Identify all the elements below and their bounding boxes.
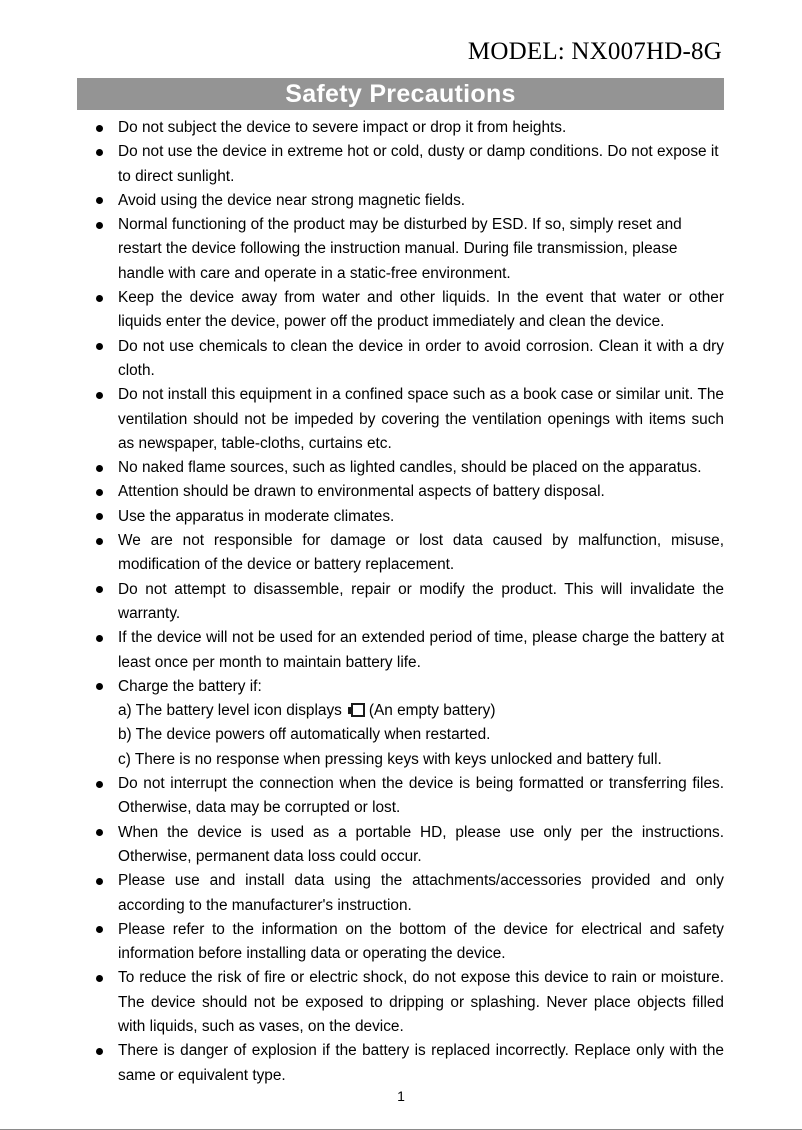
section-title-bar — [77, 78, 724, 110]
bullet-icon — [96, 683, 103, 690]
precaution-item-charge-battery — [96, 675, 724, 699]
bullet-icon — [96, 392, 103, 399]
precaution-item — [96, 213, 724, 286]
bullet-icon — [96, 1048, 103, 1055]
precaution-item — [96, 456, 724, 480]
precaution-item — [96, 772, 724, 821]
precaution-text: Do not attempt to disassemble, repair or modify the product. This will invalidate the warranty. — [118, 580, 724, 622]
precaution-text: Do not interrupt the connection when the device is being formatted or transferring files. Otherwise, data may be corrupted or lost. — [118, 775, 724, 817]
sub-item-a-text-before: a) The battery level icon displays — [118, 702, 342, 720]
empty-battery-icon — [348, 703, 365, 717]
precaution-item — [96, 189, 724, 213]
precaution-item — [96, 286, 724, 335]
bullet-icon — [96, 125, 103, 132]
precaution-text: If the device will not be used for an extended period of time, please charge the battery at least once per month to maintain battery life. — [118, 629, 724, 671]
precaution-text: Please refer to the information on the bottom of the device for electrical and safety information before installing data or operating the device. — [118, 920, 724, 963]
bullet-icon — [96, 513, 103, 520]
bullet-icon — [96, 926, 103, 933]
bullet-icon — [96, 465, 103, 472]
model-line: MODEL: NX007HD-8G — [467, 38, 722, 65]
charge-battery-sub-item-b-text: b) The device powers off automatically when restarted. — [118, 726, 491, 744]
precaution-text: No naked flame sources, such as lighted candles, should be placed on the apparatus. — [118, 459, 702, 477]
bullet-icon — [96, 489, 103, 496]
precaution-item — [96, 869, 724, 918]
precaution-text: Normal functioning of the product may be disturbed by ESD. If so, simply reset and restart the device following the instruction manual. During file transmission, please handle with care and operate in a static-free environment. — [118, 216, 682, 282]
charge-battery-sub-item-b — [96, 723, 724, 747]
precaution-text: Attention should be drawn to environmental aspects of battery disposal. — [118, 483, 605, 501]
bullet-icon — [96, 197, 103, 204]
precaution-text: To reduce the risk of fire or electric shock, do not expose this device to rain or moisture. The device should not be exposed to dripping or splashing. Never place objects filled with liquids, such as vases, on the device. — [118, 969, 724, 1035]
precaution-text: Use the apparatus in moderate climates. — [118, 507, 395, 525]
precaution-item — [96, 505, 724, 529]
charge-battery-sub-item-a — [96, 699, 724, 723]
precaution-item — [96, 335, 724, 384]
precaution-text: Do not subject the device to severe impact or drop it from heights. — [118, 119, 567, 136]
bullet-icon — [96, 343, 103, 350]
section-title: Safety Precautions — [285, 79, 516, 108]
charge-battery-sub-item-c-text: c) There is no response when pressing keys with keys unlocked and battery full. — [118, 750, 662, 768]
bullet-icon — [96, 635, 103, 642]
precaution-text: Keep the device away from water and other liquids. In the event that water or other liquids enter the device, power off the product immediately and clean the device. — [118, 289, 724, 331]
charge-battery-sub-item-c — [96, 748, 724, 772]
precaution-item — [96, 383, 724, 456]
precaution-item — [96, 116, 724, 140]
precaution-text: We are not responsible for damage or lost data caused by malfunction, misuse, modification of the device or battery replacement. — [118, 532, 724, 574]
precaution-item — [96, 140, 724, 189]
bullet-icon — [96, 829, 103, 836]
bullet-icon — [96, 149, 103, 156]
precaution-item — [96, 626, 724, 675]
bullet-icon — [96, 878, 103, 885]
precaution-text: Do not install this equipment in a confined space such as a book case or similar unit. The ventilation should not be impeded by covering the ventilation openings with items such as newspaper, table-cloths, curtains etc. — [118, 386, 724, 452]
battery-body — [351, 703, 365, 717]
precaution-text: Avoid using the device near strong magnetic fields. — [118, 191, 466, 209]
precaution-item — [96, 578, 724, 627]
bullet-icon — [96, 222, 103, 229]
bullet-icon — [96, 586, 103, 593]
precaution-item — [96, 966, 724, 1039]
bullet-icon — [96, 975, 103, 982]
precaution-text: Please use and install data using the attachments/accessories provided and only according to the manufacturer's instruction. — [118, 872, 724, 914]
charge-battery-lead-text: Charge the battery if: — [118, 677, 262, 695]
precaution-item — [96, 1039, 724, 1088]
page-number: 1 — [397, 1088, 405, 1104]
precaution-text: When the device is used as a portable HD, please use only per the instructions. Otherwise, permanent data loss could occur. — [118, 823, 724, 865]
safety-precautions-list — [96, 116, 724, 1088]
precaution-text: Do not use the device in extreme hot or cold, dusty or damp conditions. Do not expose it to direct sunlight. — [118, 143, 719, 185]
bullet-icon — [96, 781, 103, 788]
precaution-item — [96, 529, 724, 578]
precaution-text: There is danger of explosion if the battery is replaced incorrectly. Replace only with the same or equivalent type. — [118, 1042, 724, 1084]
sub-item-a-text-after: (An empty battery) — [368, 702, 496, 720]
bullet-icon — [96, 295, 103, 302]
precaution-item — [96, 918, 724, 967]
precaution-item — [96, 821, 724, 870]
bullet-icon — [96, 538, 103, 545]
precaution-item — [96, 480, 724, 504]
precaution-text: Do not use chemicals to clean the device in order to avoid corrosion. Clean it with a dry cloth. — [118, 337, 724, 379]
